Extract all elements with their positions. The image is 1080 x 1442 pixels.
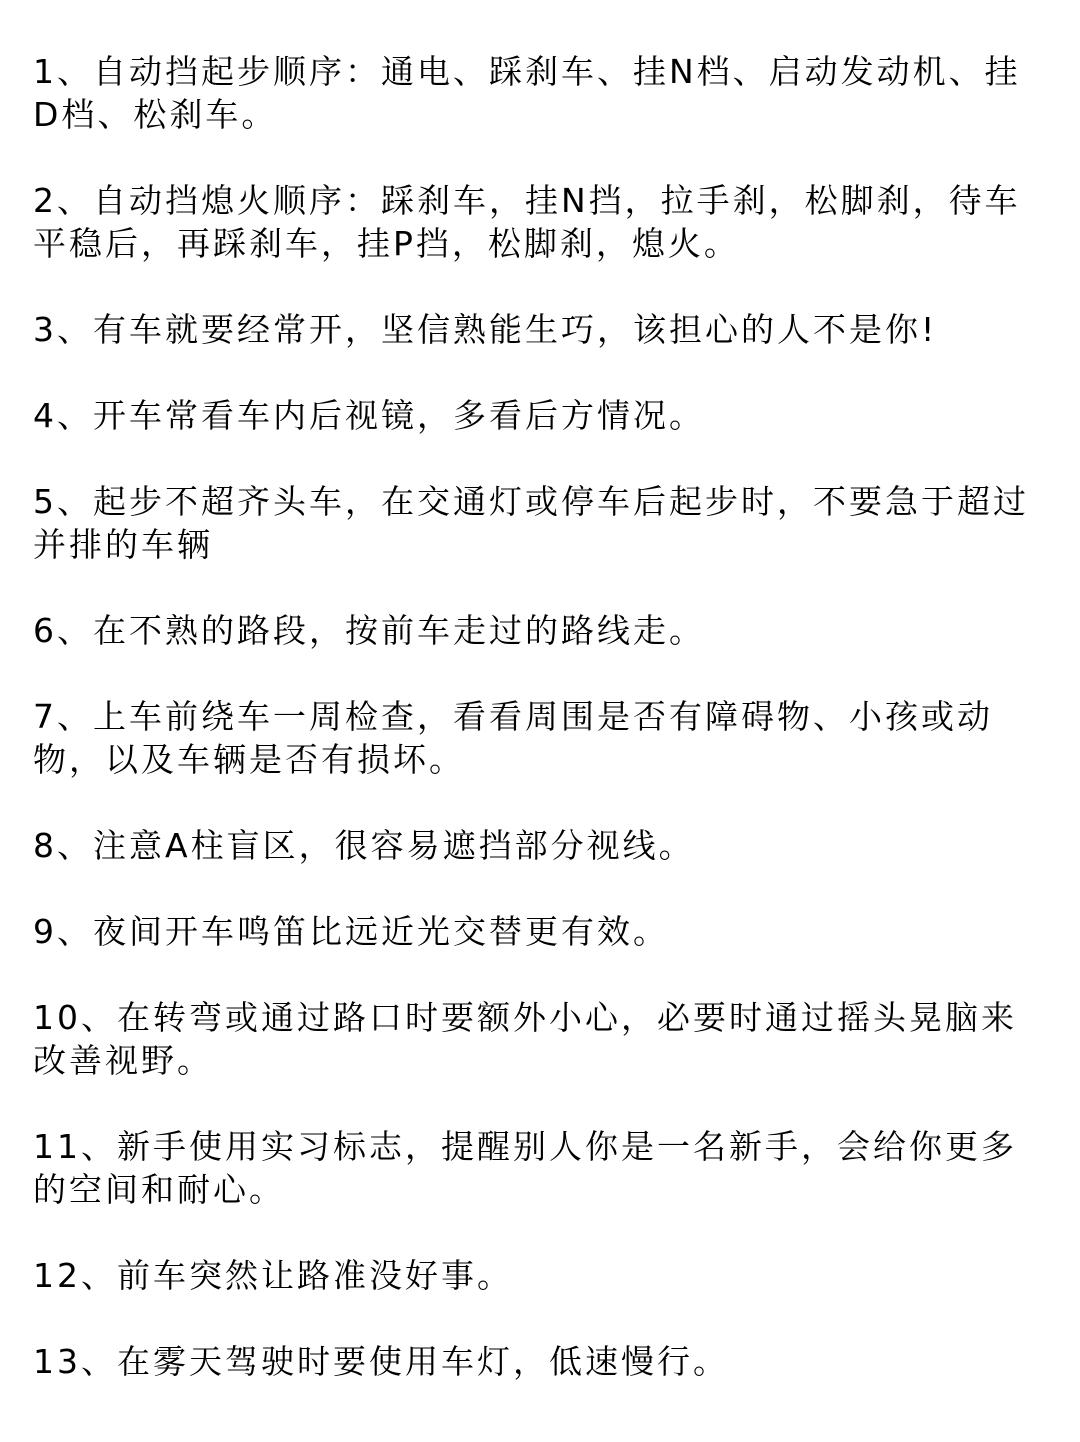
tip-item-5: 5、起步不超齐头车，在交通灯或停车后起步时，不要急于超过并排的车辆 [33,482,1029,564]
tip-item-4: 4、开车常看车内后视镜，多看后方情况。 [33,396,705,435]
tip-item-13: 13、在雾天驾驶时要使用车灯，低速慢行。 [33,1342,729,1381]
tip-item-10: 10、在转弯或通过路口时要额外小心，必要时通过摇头晃脑来改善视野。 [33,998,1017,1080]
tip-item-3: 3、有车就要经常开，坚信熟能生巧，该担心的人不是你! [33,310,938,349]
tip-item-7: 7、上车前绕车一周检查，看看周围是否有障碍物、小孩或动物，以及车辆是否有损坏。 [33,697,993,779]
tip-item-1: 1、自动挡起步顺序：通电、踩刹车、挂N档、启动发动机、挂D档、松刹车。 [33,52,1021,134]
tip-item-6: 6、在不熟的路段，按前车走过的路线走。 [33,611,705,650]
tip-item-11: 11、新手使用实习标志，提醒别人你是一名新手，会给你更多的空间和耐心。 [33,1127,1017,1209]
tip-item-9: 9、夜间开车鸣笛比远近光交替更有效。 [33,912,669,951]
tip-item-2: 2、自动挡熄火顺序：踩刹车，挂N挡，拉手刹，松脚刹，待车平稳后，再踩刹车，挂P挡，松脚刹，熄火。 [33,181,1021,263]
tip-item-8: 8、注意A柱盲区，很容易遮挡部分视线。 [33,826,695,865]
tip-item-12: 12、前车突然让路准没好事。 [33,1256,513,1295]
